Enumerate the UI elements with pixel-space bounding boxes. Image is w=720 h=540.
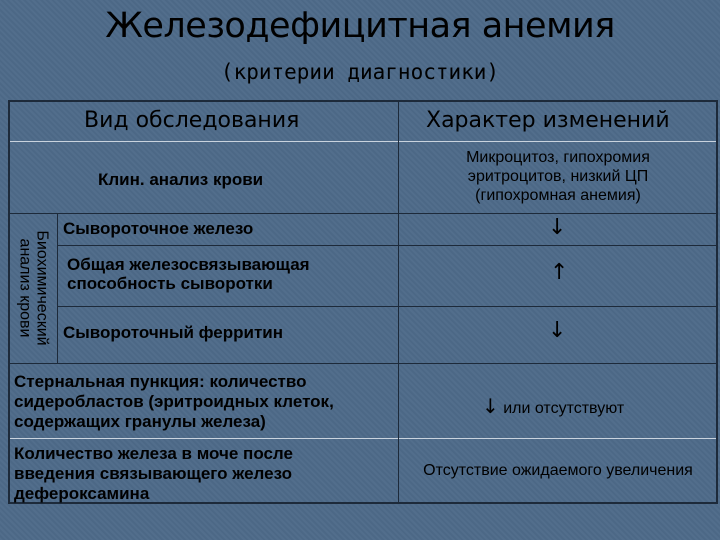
slide-subtitle: (критерии диагностики) [220,60,500,84]
row-cbc-label: Клин. анализ крови [98,170,264,189]
table-line-row1 [8,213,718,214]
row-tibc-label-line: способность сыворотки [67,274,273,293]
row-urine-iron-label-line: введения связывающего железо [14,464,292,483]
row-tibc-arrow: ↑ [550,260,569,285]
group-label-biochemistry [10,213,58,363]
table-line-columns [398,100,399,504]
header-changes: Характер изменений [426,108,670,133]
row-sternal-result-text: или отсутствуют [503,400,625,417]
row-urine-iron-label-line: Количество железа в моче после [14,444,293,463]
row-ferritin-label: Сывороточный ферритин [63,323,284,342]
table-line-row5 [8,438,718,439]
table-line-row2 [58,245,718,246]
row-sternal-label-line: содержащих гранулы железа) [14,412,266,431]
row-ferritin-arrow: ↓ [548,318,567,343]
table-line-header [8,141,718,142]
row-sternal-result [482,394,624,418]
row-serum-iron-arrow: ↓ [548,215,567,240]
row-sternal-arrow: ↓ [482,394,499,418]
group-label-line: анализ крови [17,238,35,338]
table-line-row4 [8,363,718,364]
row-tibc-label [67,255,310,293]
table-border-top [8,100,718,102]
row-urine-iron-label [14,444,293,504]
group-label-line: Биохимический [34,230,52,346]
row-urine-iron-label-line: дефероксамина [14,484,150,503]
row-cbc-result [400,148,716,205]
row-cbc-result-line: Микроцитоз, гипохромия [466,149,650,166]
row-serum-iron-label: Сывороточное железо [63,219,254,238]
row-tibc-label-line: Общая железосвязывающая [67,255,310,274]
row-urine-iron-result: Отсутствие ожидаемого увеличения [423,462,693,479]
table-line-row3 [58,306,718,307]
row-sternal-label [14,372,334,432]
table-border-right [716,100,718,504]
row-cbc-result-line: (гипохромная анемия) [475,187,641,204]
slide-title: Железодефицитная анемия [105,6,615,46]
header-exam-type: Вид обследования [84,108,300,133]
row-sternal-label-line: Стернальная пункция: количество [14,372,307,391]
row-cbc-result-line: эритроцитов, низкий ЦП [467,168,649,185]
row-sternal-label-line: сидеробластов (эритроидных клеток, [14,392,334,411]
